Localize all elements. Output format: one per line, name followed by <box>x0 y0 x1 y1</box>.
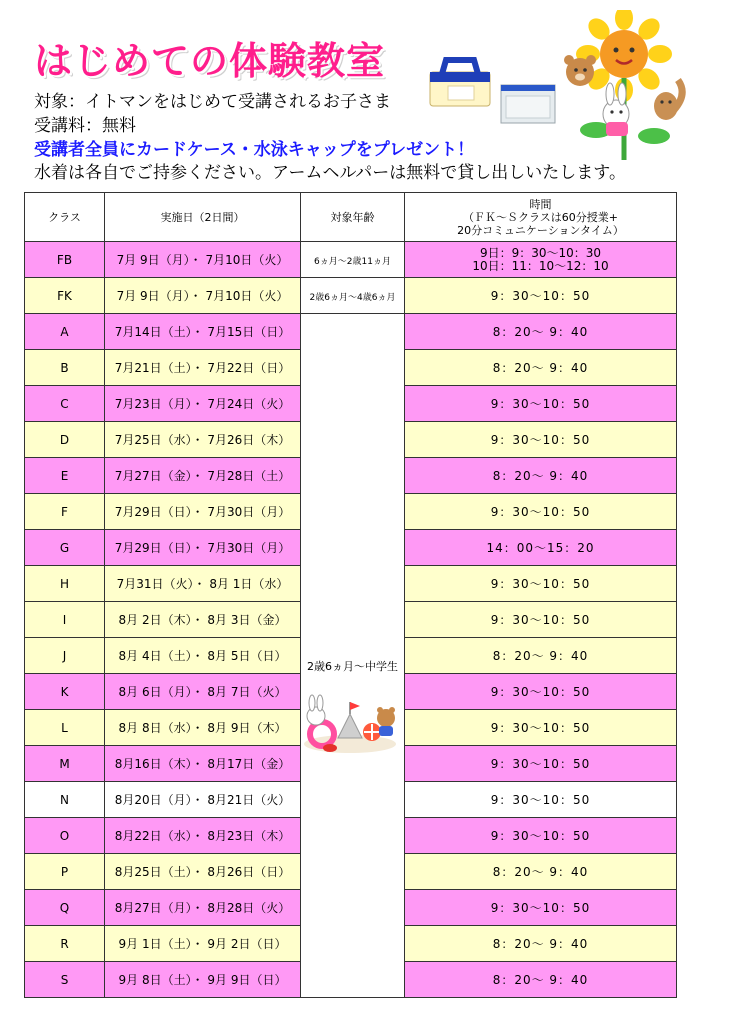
header-time-title: 時間 <box>529 197 552 211</box>
age-cell <box>301 278 405 314</box>
time-cell <box>405 854 677 890</box>
class-cell: E <box>25 458 105 494</box>
time-cell <box>405 962 677 998</box>
class-cell: D <box>25 422 105 458</box>
time-text: 8：20～ 9：40 <box>492 325 589 339</box>
time-cell <box>405 314 677 350</box>
swim-bag-illustration <box>428 56 492 108</box>
swimsuit-notice: 水着は各自でご持参ください。アームヘルパーは無料で貸し出しいたします。 <box>34 163 626 183</box>
dates-cell: 8月22日（水）・ 8月23日（木） <box>105 818 301 854</box>
dates-cell: 8月20日（月）・ 8月21日（火） <box>105 782 301 818</box>
time-cell <box>405 818 677 854</box>
class-cell: J <box>25 638 105 674</box>
class-cell: FK <box>25 278 105 314</box>
time-text: 9：30～10：50 <box>490 613 591 627</box>
sunflower-animals-illustration <box>560 10 688 160</box>
age-cell <box>301 242 405 278</box>
dates-cell: 7月29日（日）・ 7月30日（月） <box>105 494 301 530</box>
class-cell: I <box>25 602 105 638</box>
header-time <box>405 193 677 242</box>
time-cell <box>405 350 677 386</box>
age-text: 2歳6ヵ月～中学生 <box>307 659 398 673</box>
time-text: 9：30～10：50 <box>490 757 591 771</box>
class-cell: N <box>25 782 105 818</box>
class-cell: G <box>25 530 105 566</box>
age-text: 2歳6ヵ月～4歳6ヵ月 <box>309 292 396 303</box>
class-cell: M <box>25 746 105 782</box>
dates-cell: 8月27日（月）・ 8月28日（火） <box>105 890 301 926</box>
age-cell <box>301 314 405 998</box>
age-text: 6ヵ月～2歳11ヵ月 <box>314 256 391 267</box>
fee-text: 受講料：無料 <box>34 116 136 136</box>
time-cell <box>405 638 677 674</box>
time-text: 8：20～ 9：40 <box>492 937 589 951</box>
dates-cell: 9月 8日（土）・ 9月 9日（日） <box>105 962 301 998</box>
time-text: 8：20～ 9：40 <box>492 865 589 879</box>
target-audience-text: 対象：イトマンをはじめて受講されるお子さま <box>34 92 391 112</box>
time-cell <box>405 386 677 422</box>
time-text: 9：30～10：50 <box>490 289 591 303</box>
class-cell: A <box>25 314 105 350</box>
table-header-row <box>25 193 677 242</box>
dates-cell: 7月23日（月）・ 7月24日（火） <box>105 386 301 422</box>
header-time-note-1: （ＦＫ～Ｓクラスは60分授業+ <box>463 210 618 224</box>
class-cell: F <box>25 494 105 530</box>
class-cell: R <box>25 926 105 962</box>
header-dates: 実施日（2日間） <box>105 193 301 242</box>
time-line-day1: 9日：9：30～10：30 <box>479 245 602 260</box>
class-cell: K <box>25 674 105 710</box>
header-age: 対象年齢 <box>301 193 405 242</box>
time-cell <box>405 530 677 566</box>
time-cell <box>405 422 677 458</box>
class-cell: L <box>25 710 105 746</box>
time-text: 9：30～10：50 <box>490 505 591 519</box>
class-cell: FB <box>25 242 105 278</box>
dates-cell: 8月 4日（土）・ 8月 5日（日） <box>105 638 301 674</box>
time-cell <box>405 494 677 530</box>
time-cell <box>405 278 677 314</box>
dates-cell: 8月 2日（木）・ 8月 3日（金） <box>105 602 301 638</box>
page-title: はじめての体験教室 <box>34 39 386 83</box>
table-row <box>25 314 677 350</box>
time-text: 9：30～10：50 <box>490 901 591 915</box>
dates-cell: 7月21日（土）・ 7月22日（日） <box>105 350 301 386</box>
dates-cell: 8月25日（土）・ 8月26日（日） <box>105 854 301 890</box>
time-text: 8：20～ 9：40 <box>492 649 589 663</box>
time-cell <box>405 458 677 494</box>
dates-cell: 7月 9日（月）・ 7月10日（火） <box>105 278 301 314</box>
beach-animals-illustration <box>300 688 400 754</box>
table-row <box>25 278 677 314</box>
time-cell <box>405 602 677 638</box>
table-row <box>25 242 677 278</box>
time-cell <box>405 566 677 602</box>
schedule-table <box>24 192 677 998</box>
dates-cell: 7月14日（土）・ 7月15日（日） <box>105 314 301 350</box>
present-notice: 受講者全員にカードケース・水泳キャップをプレゼント！ <box>34 140 475 160</box>
dates-cell: 7月 9日（月）・ 7月10日（火） <box>105 242 301 278</box>
dates-cell: 7月31日（火）・ 8月 1日（水） <box>105 566 301 602</box>
dates-cell: 7月25日（水）・ 7月26日（木） <box>105 422 301 458</box>
header-class: クラス <box>25 193 105 242</box>
class-cell: B <box>25 350 105 386</box>
class-cell: S <box>25 962 105 998</box>
time-cell <box>405 782 677 818</box>
time-cell <box>405 926 677 962</box>
dates-cell: 7月27日（金）・ 7月28日（土） <box>105 458 301 494</box>
time-cell <box>405 674 677 710</box>
class-cell: O <box>25 818 105 854</box>
dates-cell: 8月 8日（水）・ 8月 9日（木） <box>105 710 301 746</box>
class-cell: P <box>25 854 105 890</box>
time-text: 9：30～10：50 <box>490 577 591 591</box>
class-cell: H <box>25 566 105 602</box>
time-text: 8：20～ 9：40 <box>492 469 589 483</box>
time-text: 9：30～10：50 <box>490 433 591 447</box>
time-text: 9：30～10：50 <box>490 793 591 807</box>
time-line-day2: 10日：11：10～12：10 <box>472 258 609 273</box>
time-text: 9：30～10：50 <box>490 829 591 843</box>
dates-cell: 9月 1日（土）・ 9月 2日（日） <box>105 926 301 962</box>
time-text: 8：20～ 9：40 <box>492 973 589 987</box>
time-cell <box>405 242 677 278</box>
time-text: 9：30～10：50 <box>490 721 591 735</box>
dates-cell: 7月29日（日）・ 7月30日（月） <box>105 530 301 566</box>
time-text: 9：30～10：50 <box>490 685 591 699</box>
time-cell <box>405 890 677 926</box>
time-cell <box>405 710 677 746</box>
time-text: 8：20～ 9：40 <box>492 361 589 375</box>
time-cell <box>405 746 677 782</box>
card-case-illustration <box>500 84 556 124</box>
class-cell: Q <box>25 890 105 926</box>
header-time-note-2: 20分コミュニケーションタイム） <box>457 223 624 237</box>
time-text: 9：30～10：50 <box>490 397 591 411</box>
dates-cell: 8月 6日（月）・ 8月 7日（火） <box>105 674 301 710</box>
dates-cell: 8月16日（木）・ 8月17日（金） <box>105 746 301 782</box>
time-text: 14：00～15：20 <box>486 541 595 555</box>
class-cell: C <box>25 386 105 422</box>
